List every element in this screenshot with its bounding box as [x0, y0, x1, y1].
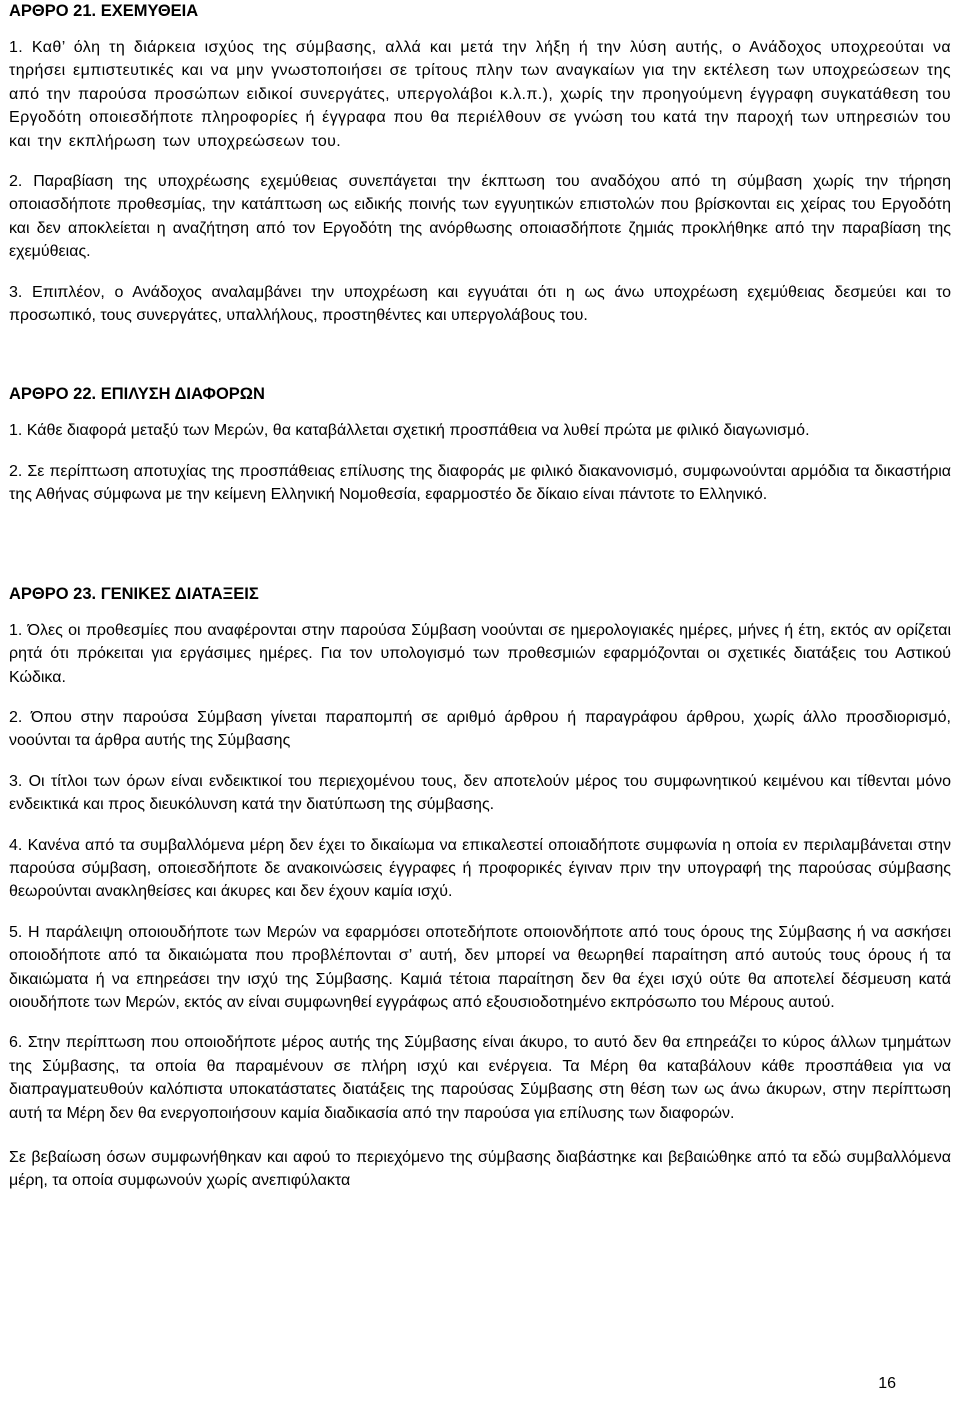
article-23-heading: ΑΡΘΡΟ 23. ΓΕΝΙΚΕΣ ΔΙΑΤΑΞΕΙΣ — [9, 584, 259, 603]
article-22-paragraph-1: 1. Κάθε διαφορά μεταξύ των Μερών, θα καταβάλλεται σχετική προσπάθεια να λυθεί πρώτα με φιλικό διαγωνισμό. — [9, 422, 810, 440]
article-21-paragraph-3: 3. Επιπλέον, ο Ανάδοχος αναλαμβάνει την υποχρέωση και εγγυάται ότι η ως άνω υποχρέωση εχεμύθειας δεσμεύει και το προσωπικό, τους συνεργάτες, υπαλλήλους, προστηθέντες και υπεργολάβους του. — [9, 283, 951, 325]
page-number: 16 — [878, 1375, 896, 1392]
article-23-paragraph-4: 4. Κανένα από τα συμβαλλόμενα μέρη δεν έχει το δικαίωμα να επικαλεστεί οποιαδήποτε συμφωνία η οποία εν περιλαμβάνεται στην παρούσα σύμβαση, οποιεσδήποτε δε ανακοινώσεις έγγραφες ή προφορικές έγιναν πριν την υπογραφή της παρούσας σύμβασης θεωρούνται ανακληθείσες και άκυρες και δεν έχουν καμία ισχύ. — [9, 836, 951, 901]
article-23-paragraph-2: 2. Όπου στην παρούσα Σύμβαση γίνεται παραπομπή σε αριθμό άρθρου ή παραγράφου άρθρου, χωρίς άλλο προσδιορισμό, νοούνται τα άρθρα αυτής της Σύμβασης — [9, 708, 951, 750]
article-21-paragraph-1: 1. Καθ’ όλη τη διάρκεια ισχύος της σύμβασης, αλλά και μετά την λήξη ή την λύση αυτής, ο Ανάδοχος υποχρεούται να τηρήσει εμπιστευτικές και να μην γνωστοποιήσει σε τρίτους πλην των αναγκαίων για την εκτέλεση των υποχρεώσεων της από την παρούσα προσώπων ειδικοί συνεργάτες, υπεργολάβοι κ.λ.π.), χωρίς την προηγούμενη έγγραφη συγκατάθεση του Εργοδότη οποιεσδήποτε πληροφορίες ή έγγραφα που θα περιέλθουν σε γνώση του κατά την παροχή των υπηρεσιών του και την εκπλήρωση των υποχρεώσεων του. — [9, 39, 951, 150]
article-22-paragraph-2: 2. Σε περίπτωση αποτυχίας της προσπάθειας επίλυσης της διαφοράς με φιλικό διακανονισμό, συμφωνούνται αρμόδια τα δικαστήρια της Αθήνας σύμφωνα με την κείμενη Ελληνική Νομοθεσία, εφαρμοστέο δε δίκαιο είναι πάντοτε το Ελληνικό. — [9, 462, 951, 504]
article-21-heading: ΑΡΘΡΟ 21. ΕΧΕΜΥΘΕΙΑ — [9, 2, 199, 20]
article-23-paragraph-1: 1. Όλες οι προθεσμίες που αναφέρονται στην παρούσα Σύμβαση νοούνται σε ημερολογιακές ημέρες, μήνες ή έτη, εκτός αν ορίζεται ρητά ότι πρόκειται για εργάσιμες ημέρες. Για τον υπολογισμό των προθεσμιών εφαρμόζονται οι σχετικές διατάξεις του Αστικού Κώδικα. — [9, 621, 951, 686]
article-21-paragraph-2: 2. Παραβίαση της υποχρέωσης εχεμύθειας συνεπάγεται την έκπτωση του αναδόχου από τη σύμβαση χωρίς την τήρηση οποιασδήποτε προθεσμίας, την κατάπτωση ως ειδικής ποινής των εγγυητικών επιστολών που βρίσκονται εις χείρας του Εργοδότη και δεν αποκλείεται η αναζήτηση από τον Εργοδότη της ανόρθωσης οποιασδήποτε ζημιάς προκλήθηκε από την παραβίαση της εχεμύθειας. — [9, 173, 951, 261]
article-23-paragraph-6: 6. Στην περίπτωση που οποιοδήποτε μέρος αυτής της Σύμβασης είναι άκυρο, το αυτό δεν θα επηρεάζει το κύρος άλλων τμημάτων της Σύμβασης, τα οποία θα παραμένουν σε πλήρη ισχύ και ενέργεια. Τα Μέρη θα καταβάλουν κάθε προσπάθεια για να διαπραγματευθούν καλόπιστα υποκατάστατες διατάξεις της παρούσας Σύμβασης στη θέση των ως άνω άκυρων, στην περίπτωση αυτή τα Μέρη δεν θα ενεργοποιήσουν καμία διαδικασία από την παρούσα για επίλυσης των διαφορών. — [9, 1034, 951, 1122]
article-22-heading: ΑΡΘΡΟ 22. ΕΠΙΛΥΣΗ ΔΙΑΦΟΡΩΝ — [9, 385, 265, 404]
article-23-paragraph-5: 5. Η παράλειψη οποιουδήποτε των Μερών να εφαρμόσει οποτεδήποτε οποιονδήποτε από τους όρους της Σύμβασης ή να ασκήσει οποιοδήποτε από τα δικαιώματα που προβλέπονται σ’ αυτή, δεν μπορεί να θεωρηθεί παραίτηση από αυτούς τους όρους ή τα δικαιώματα ή να επηρεάσει την ισχύ της Σύμβασης. Καμιά τέτοια παραίτηση δεν θα έχει ισχύ ούτε θα αποτελεί δέσμευση κατά οιουδήποτε των Μερών, εκτός αν είναι συμφωνηθεί εγγράφως από εξουσιοδοτημένο εκπρόσωπο του Μέρους αυτού. — [9, 923, 951, 1011]
document-page — [9, 0, 951, 1193]
article-23-paragraph-3: 3. Οι τίτλοι των όρων είναι ενδεικτικοί του περιεχομένου τους, δεν αποτελούν μέρος του συμφωνητικού κειμένου και τίθενται μόνο ενδεικτικά και προς διευκόλυνση κατά την διατύπωση της σύμβασης. — [9, 772, 951, 814]
closing-paragraph: Σε βεβαίωση όσων συμφωνήθηκαν και αφού το περιεχόμενο της σύμβασης διαβάστηκε και βεβαιώθηκε από τα εδώ συμβαλλόμενα μέρη, τα οποία συμφωνούν χωρίς ανεπιφύλακτα — [9, 1149, 951, 1190]
